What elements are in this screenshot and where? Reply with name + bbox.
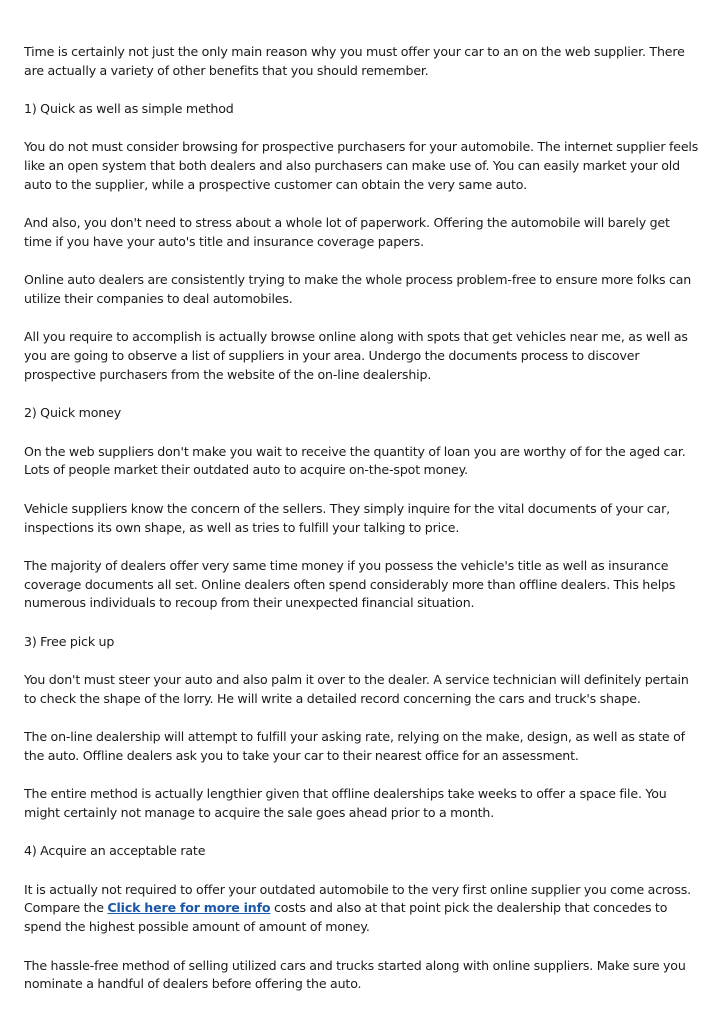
article-body: [24, 43, 700, 1014]
paragraph: The entire method is actually lengthier given that offline dealerships take weeks to offer a space file. You might certainly not manage to acquire the sale goes ahead prior to a month.: [24, 786, 667, 821]
paragraph-with-link: [24, 881, 700, 937]
paragraph: You do not must consider browsing for prospective purchasers for your automobile. The internet supplier feels like an open system that both dealers and also purchasers can make use of. You can easily market your old auto to the supplier, while a prospective customer can obtain the very same auto.: [24, 139, 699, 192]
paragraph: The on-line dealership will attempt to fulfill your asking rate, relying on the make, design, as well as state of the auto. Offline dealers ask you to take your car to their nearest office for an assessment.: [24, 729, 685, 763]
heading-quick-money: 2) Quick money: [24, 405, 121, 421]
paragraph: Vehicle suppliers know the concern of the sellers. They simply inquire for the vital documents of your car, inspections its own shape, as well as tries to fulfill your talking to price.: [24, 500, 670, 535]
paragraph: Online auto dealers are consistently trying to make the whole process problem-free to ensure more folks can utilize their companies to deal automobiles.: [24, 272, 692, 307]
paragraph: The majority of dealers offer very same time money if you possess the vehicle's title as well as insurance coverage documents all set. Online dealers often spend considerably more than offline dealers. This helps numerous individuals to recoup from their unexpected financial situation.: [24, 557, 676, 611]
paragraph: On the web suppliers don't make you wait to receive the quantity of loan you are worthy of for the aged car. Lots of people market their outdated auto to acquire on-the-spot money.: [24, 443, 686, 478]
paragraph: You don't must steer your auto and also palm it over to the dealer. A service technician will definitely pertain to check the shape of the lorry. He will write a detailed record concerning the cars and truck's shape.: [24, 672, 689, 706]
heading-quick-simple-method: 1) Quick as well as simple method: [24, 101, 234, 117]
more-info-link[interactable]: Click here for more info: [107, 900, 271, 916]
paragraph-text-before-link: It is actually not required to offer your outdated automobile to the very first online supplier you come across. Compare the: [24, 881, 692, 916]
paragraph-closing: The hassle-free method of selling utilized cars and trucks started along with online suppliers. Make sure you nominate a handful of dealers before offering the auto.: [24, 957, 686, 992]
paragraph-text-after-link: costs and also at that point pick the dealership that concedes to spend the highest possible amount of amount of money.: [24, 900, 668, 935]
paragraph: All you require to accomplish is actually browse online along with spots that get vehicles near me, as well as you are going to observe a list of suppliers in your area. Undergo the documents process to discover prospective purchasers from the website of the on-line dealership.: [24, 329, 688, 383]
heading-acceptable-rate: 4) Acquire an acceptable rate: [24, 843, 206, 859]
paragraph: And also, you don't need to stress about a whole lot of paperwork. Offering the automobile will barely get time if you have your auto's title and insurance coverage papers.: [24, 215, 670, 250]
paragraph-intro: Time is certainly not just the only main reason why you must offer your car to an on the web supplier. There are actually a variety of other benefits that you should remember.: [24, 44, 685, 78]
heading-free-pick-up: 3) Free pick up: [24, 633, 115, 649]
